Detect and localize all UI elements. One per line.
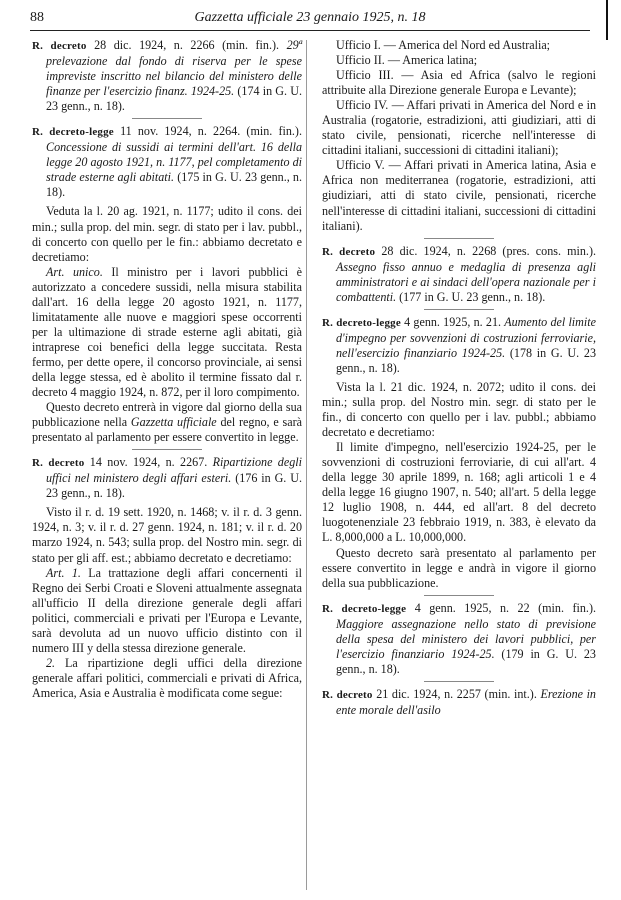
article-label: 2. bbox=[46, 655, 56, 670]
office-item-2: Ufficio II. — America latina; bbox=[336, 53, 478, 68]
text-run: del regno, e sarà presentato al parlamento per essere convertito in legge. bbox=[32, 415, 302, 445]
separator bbox=[132, 449, 202, 450]
decree-title: Aumento del limite d'impegno per sovvenzioni di costruzioni ferroviarie, nell'esercizio finanziario 1924-25. bbox=[336, 314, 596, 360]
gazette-name: Gazzetta ufficiale bbox=[130, 415, 217, 430]
decree-entry-2268 bbox=[322, 244, 596, 305]
decree-source: (176 in G. U. 23 genn., n. 18). bbox=[46, 471, 302, 501]
article-label: Art. 1. bbox=[46, 565, 81, 580]
page-title: Gazzetta ufficiale 23 gennaio 1925, n. 18 bbox=[194, 10, 426, 25]
article-text: Il limite d'impegno, nell'esercizio 1924-25, per le sovvenzioni di costruzioni ferroviarie, di cui all'art. 4 della legge 30 aprile 1899, n. 168; agli articoli 1 e 4 della legge 16 giugno 1907, n. 540; all'art. 5 della legge 12 luglio 1908, n. 444, ed all'art. 8 del decreto luogotenenziale 23 febbraio 1919, n. 383, è elevato da L. 8,000,000 a L. 10,000,000. bbox=[322, 440, 596, 545]
decree-entry-21 bbox=[322, 315, 596, 376]
separator bbox=[424, 595, 494, 596]
preamble: Veduta la l. 20 ag. 1921, n. 1177; udito il cons. dei min.; sulla prop. del min. segr. di stato per i lav. pubbl., di concerto con quello per le fin.: abbiamo decretato e decretiamo: bbox=[32, 204, 302, 264]
entry-into-force bbox=[32, 400, 302, 445]
decree-title: Ripartizione degli uffici nel ministero degli affari esteri. bbox=[46, 455, 302, 486]
article-unico bbox=[32, 265, 302, 400]
decree-title: Erezione in ente morale dell'asilo bbox=[336, 686, 596, 717]
decree-source: (177 in G. U. 23 genn., n. 18). bbox=[396, 289, 546, 304]
preamble: Vista la l. 21 dic. 1924, n. 2072; udito il cons. dei min.; sulla prop. del Nostro min. segr. di stato per le fin., di concerto con quello per i lav. pubbl.; abbiamo decretato e decretiamo: bbox=[322, 379, 596, 440]
decree-title: Concessione di sussidi ai termini dell'art. 16 della legge 20 agosto 1921, n. 1177, pel completamento di strade esterne agli abitati. bbox=[46, 140, 302, 185]
decree-entry-2266 bbox=[32, 38, 302, 114]
preamble: Visto il r. d. 19 sett. 1920, n. 1468; v. il r. d. 3 genn. 1924, n. 3; v. il r. d. 27 genn. 1924, n. 181; v. il r. d. 20 marzo 1924, n. 543; sulla prop. del Nostro min. segr. di stato per gli aff. est.; abbiamo decretato e decretiamo: bbox=[32, 505, 302, 565]
decree-type: R. decreto-legge bbox=[322, 602, 407, 615]
decree-type: R. decreto-legge bbox=[32, 126, 114, 139]
decree-source: (174 in G. U. 23 genn., n. 18). bbox=[46, 84, 302, 114]
text-run: Questo decreto entrerà in vigore dal giorno della sua pubblicazione nella bbox=[32, 400, 302, 430]
decree-title: Assegno fisso annuo e medaglia di presenza agli amministratori e ai sindaci dell'opera nazionale per i combattenti. bbox=[336, 259, 596, 304]
decree-ref: 28 dic. 1924, n. 2266 (min. fin.). bbox=[86, 38, 287, 52]
separator bbox=[424, 681, 494, 682]
decree-title: Maggiore assegnazione nello stato di previsione della spesa del ministero dei lavori pubblici, per l'esercizio finanziario 1924-25. bbox=[336, 616, 596, 661]
decree-type: R. decreto-legge bbox=[322, 316, 401, 329]
office-item-4: Ufficio IV. — Affari privati in America del Nord e in Australia (rogatorie, estradizioni, atti giudiziari, atti di stato civile, pensionati, ricerche nell'interesse di cittadini italiani, successioni di cittadini italiani); bbox=[322, 98, 596, 158]
decree-source: (179 in G. U. 23 genn., n. 18). bbox=[336, 646, 596, 676]
entry-into-force: Questo decreto sarà presentato al parlamento per essere convertito in legge e andrà in vigore il giorno della sua pubblicazione. bbox=[322, 545, 596, 590]
decree-source: (175 in G. U. 23 genn., n. 18). bbox=[46, 170, 302, 200]
decree-type: R. decreto bbox=[32, 457, 85, 470]
decree-title: 29ª prelevazione dal fondo di riserva per le spese impreviste inscritto nel bilancio del ministero delle finanze per l'esercizio finanz. 1924-25. bbox=[46, 38, 303, 99]
separator bbox=[132, 118, 202, 119]
office-item-3: Ufficio III. — Asia ed Africa (salvo le regioni attribuite alla Direzione generale Europa e Levante); bbox=[322, 68, 596, 98]
page-number: 88 bbox=[30, 10, 44, 25]
decree-ref: 4 genn. 1925, n. 22 (min. fin.). bbox=[406, 600, 596, 615]
page-header bbox=[30, 8, 590, 31]
decree-ref: 21 dic. 1924, n. 2257 (min. int.). bbox=[372, 686, 541, 701]
office-item-5: Ufficio V. — Affari privati in America latina, Asia e Africa non mediterranea (rogatorie, estradizioni, atti giudiziari, atti di stato civile, pensionati, ricerche nell'interesse di cittadini italiani, successioni di cittadini italiani). bbox=[322, 158, 596, 233]
edge-rule bbox=[606, 0, 608, 40]
decree-ref: 4 genn. 1925, n. 21. bbox=[400, 314, 505, 329]
decree-type: R. decreto bbox=[32, 40, 87, 52]
decree-type: R. decreto bbox=[322, 688, 373, 701]
decree-entry-22 bbox=[322, 601, 596, 677]
article-text: La ripartizione degli uffici della direzione generale affari politici, commerciali e privati di Africa, America, Asia e Australia è modificata come segue: bbox=[32, 655, 302, 700]
decree-entry-2257 bbox=[322, 687, 596, 718]
article-2 bbox=[32, 656, 302, 701]
right-column bbox=[322, 38, 596, 722]
article-text: Il ministro per i lavori pubblici è autorizzato a concedere sussidi, nella misura stabilita dall'art. 16 della legge 20 agosto 1921, n. 1177, limitatamente alle nuove e maggiori spese occorrenti per la ultimazione di strade esterne agli abitati, già intraprese coi benefici della legge succitata. Resta fermo, per dette opere, il concorso provinciale, ai sensi della legge stessa, ed è abolito il termine fissato dal r. decreto 4 maggio 1924, n. 872, per il loro compimento. bbox=[32, 264, 302, 400]
article-text: La trattazione degli affari concernenti il Regno dei Serbi Croati e Sloveni attualmente assegnata all'ufficio II della direzione generale degli affari politici, commerciali e privati per l'Europa e Levante, sarà devoluta ad un nuovo ufficio distinto con il numero III y della stessa direzione generale. bbox=[32, 565, 302, 655]
column-divider bbox=[306, 40, 307, 890]
left-column bbox=[32, 38, 302, 701]
decree-ref: 11 nov. 1924, n. 2264. (min. fin.). bbox=[113, 124, 302, 139]
decree-ref: 14 nov. 1924, n. 2267. bbox=[84, 455, 213, 470]
decree-type: R. decreto bbox=[322, 245, 376, 258]
separator bbox=[424, 309, 494, 310]
decree-entry-2264 bbox=[32, 124, 302, 200]
decree-entry-2267 bbox=[32, 455, 302, 501]
article-label: Art. unico. bbox=[46, 264, 103, 279]
separator bbox=[424, 238, 494, 239]
article-1 bbox=[32, 566, 302, 656]
decree-source: (178 in G. U. 23 genn., n. 18). bbox=[336, 345, 596, 375]
decree-ref: 28 dic. 1924, n. 2268 (pres. cons. min.). bbox=[375, 243, 597, 258]
office-item-1: Ufficio I. — America del Nord ed Australia; bbox=[336, 38, 551, 52]
